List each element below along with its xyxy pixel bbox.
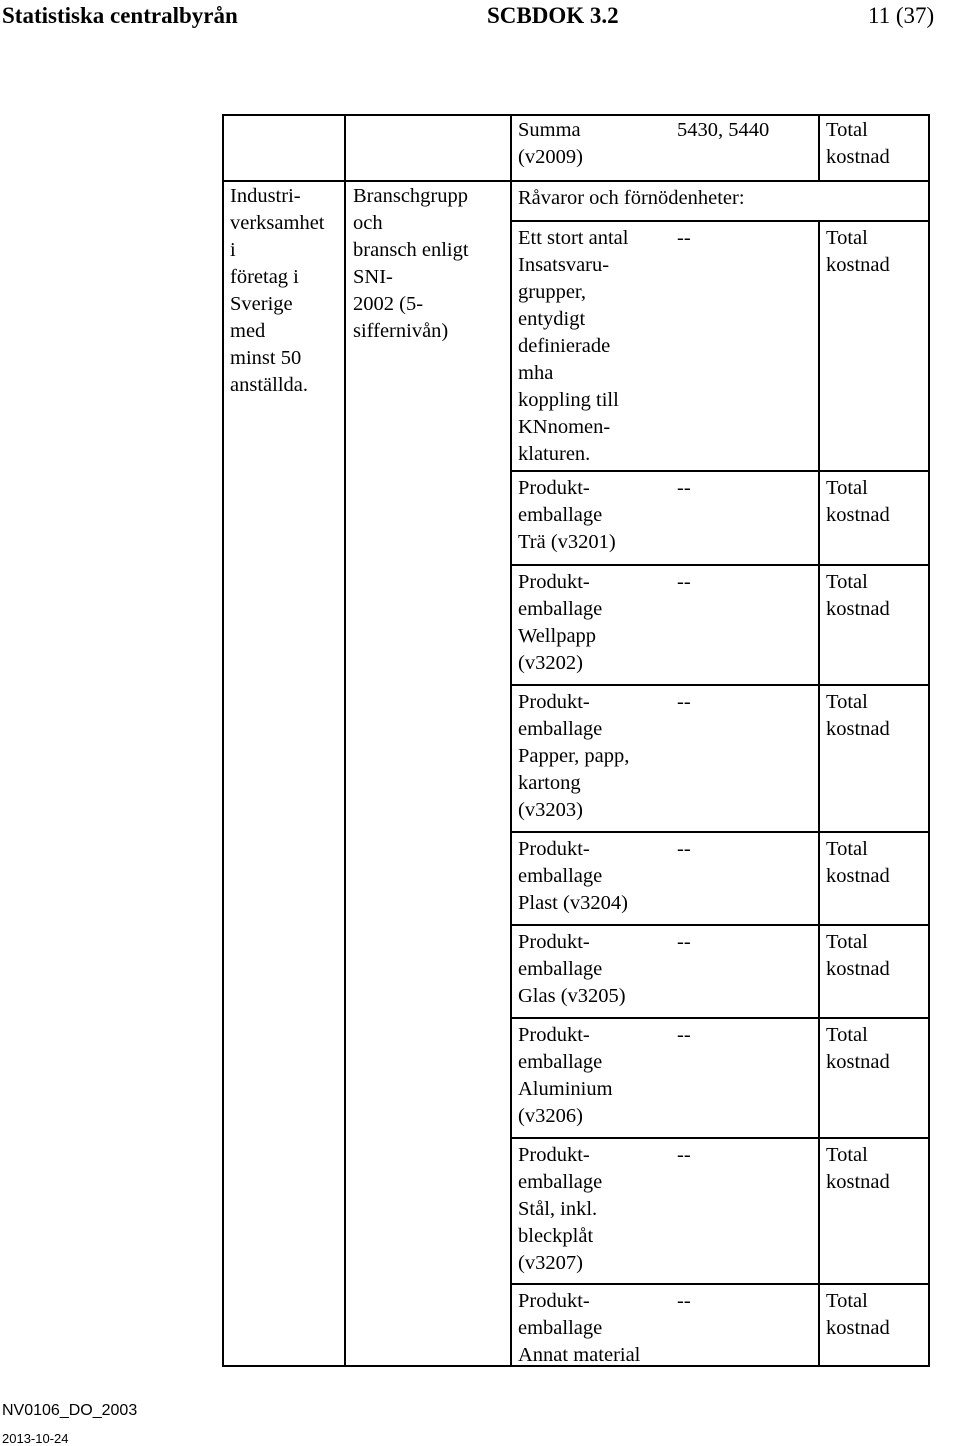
measure-header-cell: Total kostnad [826, 119, 890, 168]
variable-cell: Produkt- emballage Plast (v3204) [518, 838, 628, 914]
table-rule [510, 470, 930, 472]
measure-cell: Total kostnad [826, 477, 890, 526]
table-column-rule [818, 220, 820, 1367]
table-rule [510, 1017, 930, 1019]
measure-cell: Total kostnad [826, 1024, 890, 1073]
organization-name: Statistiska centralbyrån [2, 3, 238, 28]
table-border-right [928, 114, 930, 1367]
codes-cell: -- [677, 931, 691, 953]
measure-cell: Total kostnad [826, 1290, 890, 1339]
document-title: SCBDOK 3.2 [487, 3, 619, 28]
table-rule [510, 684, 930, 686]
table-border-top [222, 114, 930, 116]
footer-date: 2013-10-24 [2, 1431, 69, 1446]
variable-cell: Produkt- emballage Papper, papp, kartong (v3203) [518, 691, 630, 821]
page-header [0, 0, 960, 36]
variable-cell: Ett stort antal Insatsvaru- grupper, entydigt definierade mha koppling till KNnomen- klaturen. [518, 227, 629, 465]
codes-header-cell: 5430, 5440 [677, 119, 770, 141]
codes-cell: -- [677, 838, 691, 860]
measure-cell: Total kostnad [826, 1144, 890, 1193]
codes-cell: -- [677, 1144, 691, 1166]
summa-header-cell: Summa (v2009) [518, 119, 583, 168]
table-column-rule [344, 114, 346, 1367]
table-rule [510, 220, 930, 222]
measure-cell: Total kostnad [826, 227, 890, 276]
table-rule [510, 924, 930, 926]
table-rule [510, 831, 930, 833]
grouping-cell: Branschgrupp och bransch enligt SNI- 2002 (5- siffernivån) [353, 185, 469, 342]
page-number: 11 (37) [868, 3, 935, 28]
measure-cell: Total kostnad [826, 931, 890, 980]
table-border-left [222, 114, 224, 1367]
table-column-rule [510, 114, 512, 1367]
codes-cell: -- [677, 1024, 691, 1046]
footer-code: NV0106_DO_2003 [2, 1402, 138, 1419]
table-column-rule [818, 114, 820, 182]
codes-cell: -- [677, 477, 691, 499]
codes-cell: -- [677, 571, 691, 593]
table-rule [510, 1283, 930, 1285]
variable-cell: Produkt- emballage Trä (v3201) [518, 477, 616, 553]
measure-cell: Total kostnad [826, 571, 890, 620]
variable-cell: Produkt- emballage Annat material [518, 1290, 641, 1366]
table-rule [510, 564, 930, 566]
codes-cell: -- [677, 1290, 691, 1312]
measure-cell: Total kostnad [826, 838, 890, 887]
measure-cell: Total kostnad [826, 691, 890, 740]
codes-cell: -- [677, 227, 691, 249]
table-rule [222, 180, 930, 182]
variable-cell: Produkt- emballage Aluminium (v3206) [518, 1024, 613, 1127]
variable-cell: Produkt- emballage Glas (v3205) [518, 931, 626, 1007]
variable-cell: Produkt- emballage Wellpapp (v3202) [518, 571, 603, 674]
population-cell: Industri- verksamhet i företag i Sverige med minst 50 anställda. [230, 185, 325, 396]
variable-cell: Produkt- emballage Stål, inkl. bleckplåt (v3207) [518, 1144, 603, 1274]
codes-cell: -- [677, 691, 691, 713]
section-heading: Råvaror och förnödenheter: [518, 187, 745, 209]
table-rule [510, 1137, 930, 1139]
